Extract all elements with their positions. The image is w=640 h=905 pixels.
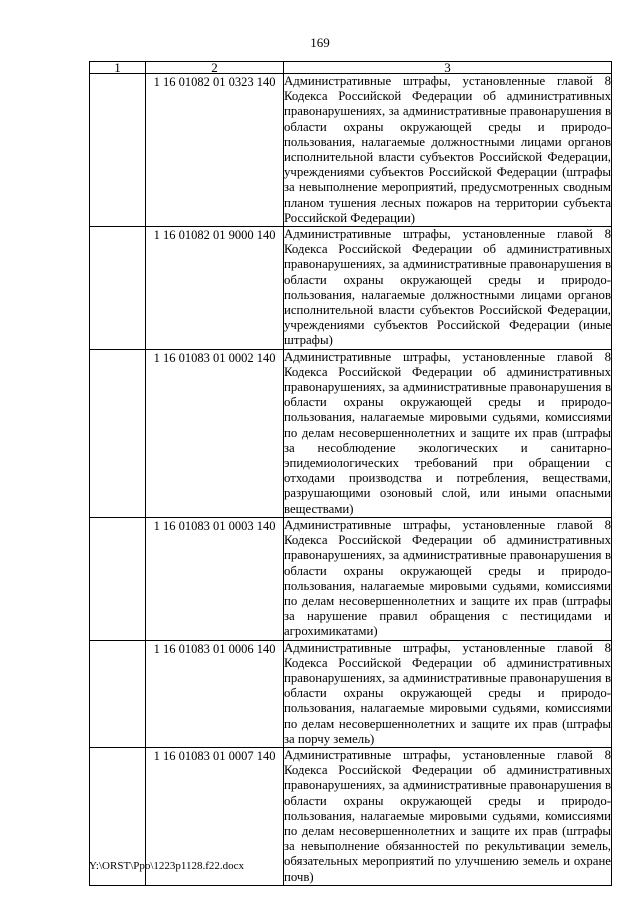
page-number: 169 bbox=[310, 35, 330, 50]
description-cell: Административные штрафы, установленные главой 8 Кодекса Российской Федерации об административных правонарушениях, за административные правонарушения в области охраны окружающей среды и природо-пользования, налагаемые должностными лицами органов исполнительной власти субъектов Российской Федерации, учреждениями субъектов Российской Федерации (иные штрафы) bbox=[284, 227, 611, 348]
table-row bbox=[90, 74, 612, 227]
empty-cell bbox=[90, 74, 146, 227]
column-header-1: 1 bbox=[90, 62, 146, 74]
description-cell: Административные штрафы, установленные главой 8 Кодекса Российской Федерации об административных правонарушениях, за административные правонарушения в области охраны окружающей среды и природо-пользования, налагаемые должностными лицами органов исполнительной власти субъектов Российской Федерации, учреждениями субъектов Российской Федерации (штрафы за невыполнение мероприятий, предусмотренных сводным планом тушения лесных пожаров на территории субъекта Российской Федерации) bbox=[284, 74, 611, 225]
budget-codes-table bbox=[89, 61, 612, 886]
empty-cell bbox=[90, 349, 146, 517]
empty-cell bbox=[90, 640, 146, 747]
table-row bbox=[90, 349, 612, 517]
budget-code-cell: 1 16 01083 01 0003 140 bbox=[146, 517, 284, 640]
budget-code-cell: 1 16 01083 01 0006 140 bbox=[146, 640, 284, 747]
budget-code-cell: 1 16 01082 01 9000 140 bbox=[146, 227, 284, 350]
table-row bbox=[90, 640, 612, 747]
empty-cell bbox=[90, 517, 146, 640]
footer-file-path: Y:\ORST\Ppo\1223p1128.f22.docx bbox=[89, 860, 245, 872]
description-cell: Административные штрафы, установленные главой 8 Кодекса Российской Федерации об административных правонарушениях, за административные правонарушения в области охраны окружающей среды и природо-пользования, налагаемые мировыми судьями, комиссиями по делам несовершеннолетних и защите их прав (штрафы за несоблюдение экологических и санитарно-эпидемиологических требований при обращении с отходами производства и потребления, веществами, разрушающими озоновый слой, или иными опасными веществами) bbox=[284, 349, 611, 516]
budget-code-cell: 1 16 01083 01 0002 140 bbox=[146, 349, 284, 517]
empty-cell bbox=[90, 227, 146, 350]
description-cell: Административные штрафы, установленные главой 8 Кодекса Российской Федерации об административных правонарушениях, за административные правонарушения в области охраны окружающей среды и природо-пользования, налагаемые мировыми судьями, комиссиями по делам несовершеннолетних и защите их прав (штрафы за нарушение правил обращения с пестицидами и агрохимикатами) bbox=[284, 517, 611, 639]
table-row bbox=[90, 227, 612, 350]
description-cell: Административные штрафы, установленные главой 8 Кодекса Российской Федерации об административных правонарушениях, за административные правонарушения в области охраны окружающей среды и природо-пользования, налагаемые мировыми судьями, комиссиями по делам несовершеннолетних и защите их прав (штрафы за невыполнение обязанностей по рекультивации земель, обязательных мероприятий по улучшению земель и охране почв) bbox=[284, 747, 611, 884]
column-header-3: 3 bbox=[284, 62, 612, 74]
table-header-row bbox=[90, 62, 612, 74]
column-header-2: 2 bbox=[146, 62, 284, 74]
budget-code-cell: 1 16 01082 01 0323 140 bbox=[146, 74, 284, 227]
description-cell: Административные штрафы, установленные главой 8 Кодекса Российской Федерации об административных правонарушениях, за административные правонарушения в области охраны окружающей среды и природо-пользования, налагаемые мировыми судьями, комиссиями по делам несовершеннолетних и защите их прав (штрафы за порчу земель) bbox=[284, 640, 611, 746]
table-row bbox=[90, 517, 612, 640]
budget-code-cell: 1 16 01083 01 0007 140 bbox=[146, 747, 284, 885]
